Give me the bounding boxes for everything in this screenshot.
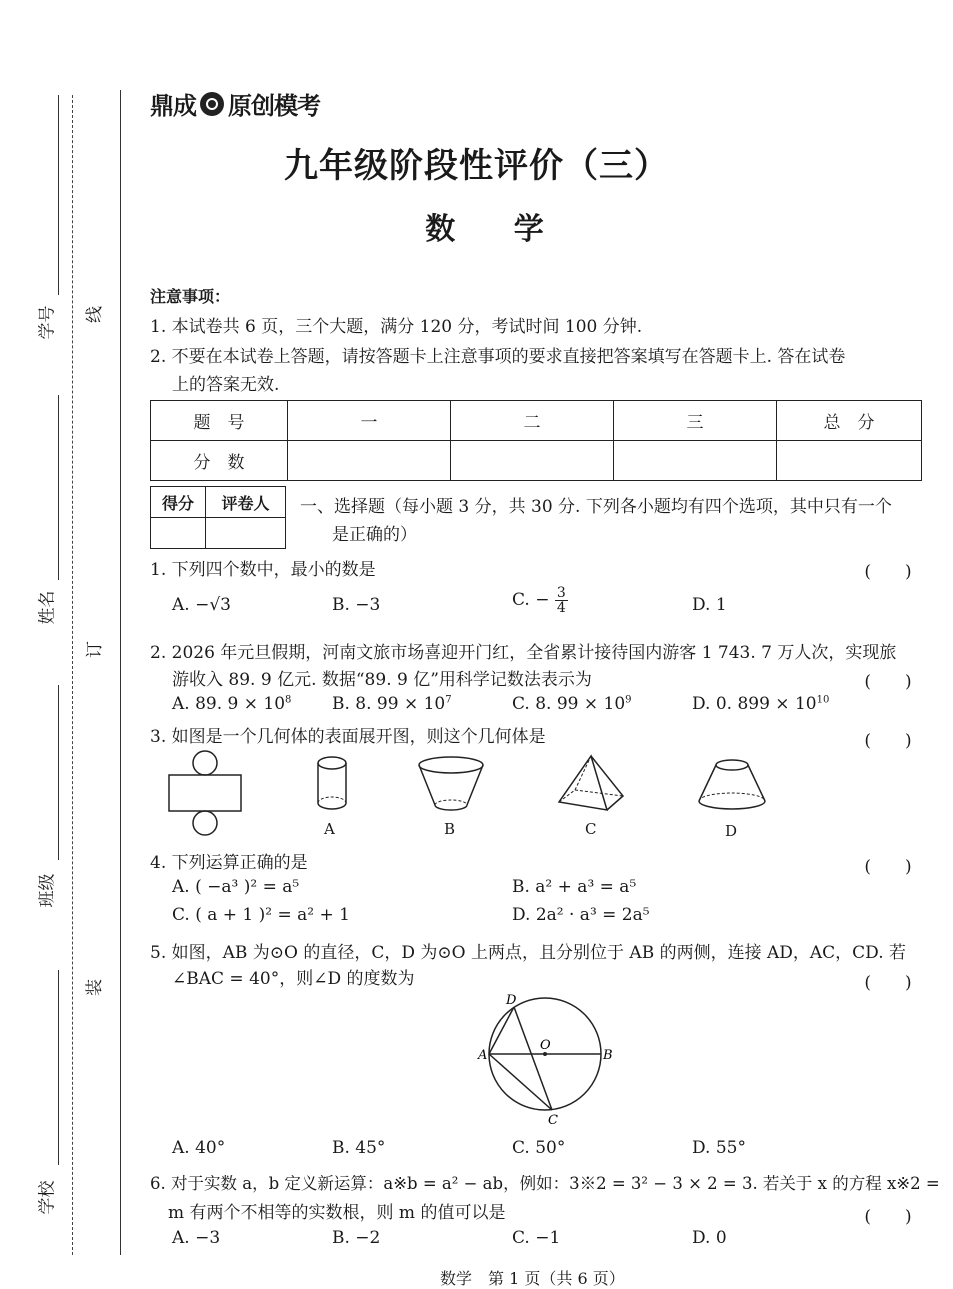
q2-option-c	[512, 694, 632, 714]
section1-heading	[300, 492, 892, 517]
score-table-header-cell: 三	[614, 401, 777, 441]
q2-option-c-base: C. 8. 99 × 10	[512, 694, 626, 714]
score-table-header-cell: 一	[288, 401, 451, 441]
net-bottom-circle	[193, 811, 217, 835]
q1-option-c-prefix: C. −	[512, 590, 550, 610]
school-label: 学校	[37, 1180, 58, 1215]
q1-option-a: A. −√3	[172, 595, 231, 615]
q5-answer-paren: ( )	[864, 973, 912, 993]
section1-line1: 一、选择题（每小题 3 分，共 30 分. 下列各小题均有四个选项，其中只有一个	[300, 497, 892, 517]
notice-item-2b: 上的答案无效.	[172, 375, 280, 395]
score-table-header-cell: 二	[451, 401, 614, 441]
q2-option-b-exp: 7	[445, 694, 452, 706]
grader-name-cell	[205, 518, 285, 549]
q6-option-b: B. −2	[332, 1228, 381, 1248]
class-blank	[58, 685, 59, 860]
q2-answer-paren: ( )	[864, 672, 912, 692]
score-cell	[614, 441, 777, 481]
q1-option-c-fraction	[555, 586, 568, 615]
q3-answer-paren: ( )	[864, 731, 912, 751]
q3-cylinder-figure	[312, 755, 352, 815]
point-label-c: C	[548, 1113, 558, 1128]
q1-option-c	[512, 586, 568, 615]
grader-score-cell	[151, 518, 206, 549]
notice-heading: 注意事项：	[150, 287, 231, 306]
name-label: 姓名	[37, 590, 58, 625]
exam-title: 九年级阶段性评价（三）	[284, 146, 669, 186]
q6-option-c: C. −1	[512, 1228, 561, 1248]
q5-option-d: D. 55°	[692, 1138, 746, 1158]
exam-subject: 数 学	[425, 212, 568, 247]
q5-circle-figure	[470, 990, 620, 1130]
q2-option-a	[172, 694, 291, 714]
score-table-row-label: 分 数	[151, 441, 288, 481]
binding-line-mark: 线	[85, 306, 105, 323]
chord-cd	[514, 1007, 552, 1110]
point-label-b: B	[603, 1048, 613, 1063]
binding-zhuang-mark: 装	[85, 979, 105, 996]
point-label-o: O	[540, 1038, 551, 1053]
q3-net-figure	[160, 748, 250, 840]
q5-line1: 5. 如图，AB 为⊙O 的直径，C，D 为⊙O 上两点，且分别位于 AB 的两侧，连接 AD，AC，CD. 若	[150, 943, 907, 963]
q4-stem: 4. 下列运算正确的是	[150, 853, 308, 873]
q1-option-c-numerator: 3	[556, 585, 566, 601]
q3-frustum-inverted-figure	[415, 755, 487, 815]
q4-option-c: C. ( a + 1 )² = a² + 1	[172, 905, 350, 925]
q2-line2: 游收入 89. 9 亿元. 数据“89. 9 亿”用科学记数法表示为	[172, 670, 592, 690]
q4-option-a: A. ( −a³ )² = a⁵	[172, 877, 300, 897]
score-cell	[451, 441, 614, 481]
brand-logo	[150, 86, 320, 121]
grader-name-label: 评卷人	[205, 487, 285, 518]
q1-option-b: B. −3	[332, 595, 381, 615]
q2-option-c-exp: 9	[625, 694, 632, 706]
page-footer: 数学 第 1 页（共 6 页）	[440, 1269, 625, 1288]
score-table-header-cell: 总 分	[777, 401, 922, 441]
q3-frustum-figure	[695, 755, 769, 815]
score-cell	[288, 441, 451, 481]
chord-ad	[489, 1007, 514, 1054]
q3-label-a: A	[324, 820, 335, 838]
score-table-header-cell: 题 号	[151, 401, 288, 441]
grader-score-label: 得分	[151, 487, 206, 518]
q2-option-d	[692, 694, 829, 714]
q6-answer-paren: ( )	[864, 1207, 912, 1227]
q6-option-a: A. −3	[172, 1228, 221, 1248]
score-table-score-row	[151, 441, 922, 481]
section1-line2: 是正确的）	[332, 525, 417, 545]
q4-option-b: B. a² + a³ = a⁵	[512, 877, 637, 897]
q6-line1: 6. 对于实数 a，b 定义新运算：a※b = a² − ab，例如：3※2 = 3² − 3 × 2 = 3. 若关于 x 的方程 x※2 =	[150, 1174, 940, 1193]
school-blank	[58, 970, 59, 1165]
class-label: 班级	[37, 873, 58, 908]
score-cell	[777, 441, 922, 481]
point-label-d: D	[506, 993, 517, 1008]
q5-option-c: C. 50°	[512, 1138, 566, 1158]
brand-circle-icon	[200, 92, 224, 116]
notice-item-1: 1. 本试卷共 6 页，三个大题，满分 120 分，考试时间 100 分钟.	[150, 317, 643, 337]
net-top-circle	[193, 751, 217, 775]
q2-option-a-base: A. 89. 9 × 10	[172, 694, 286, 714]
notice-item-2a: 2. 不要在本试卷上答题，请按答题卡上注意事项的要求直接把答案填写在答题卡上. 答在试卷	[150, 347, 846, 367]
brand-right: 原创模考	[228, 92, 320, 120]
score-table-header-row	[151, 401, 922, 441]
q3-label-b: B	[444, 820, 456, 838]
chord-ac	[489, 1054, 552, 1110]
binding-dashed-line	[72, 95, 73, 1255]
q6-option-d: D. 0	[692, 1228, 727, 1248]
student-id-label: 学号	[37, 305, 58, 340]
net-rectangle	[169, 775, 241, 811]
q1-stem: 1. 下列四个数中，最小的数是	[150, 560, 376, 580]
point-label-a: A	[478, 1048, 488, 1063]
q2-line1: 2. 2026 年元旦假期，河南文旅市场喜迎开门红，全省累计接待国内游客 1 743. 7 万人次，实现旅	[150, 643, 897, 663]
q2-option-d-base: D. 0. 899 × 10	[692, 694, 817, 714]
q3-pyramid-figure	[555, 752, 627, 816]
q5-option-b: B. 45°	[332, 1138, 386, 1158]
score-table	[150, 400, 922, 481]
q4-answer-paren: ( )	[864, 857, 912, 877]
q3-label-d: D	[725, 822, 738, 840]
q1-option-c-denominator: 4	[556, 600, 566, 616]
q2-option-b	[332, 694, 452, 714]
q5-option-a: A. 40°	[172, 1138, 226, 1158]
q4-option-d: D. 2a² · a³ = 2a⁵	[512, 905, 650, 925]
q1-option-d: D. 1	[692, 595, 727, 615]
name-blank	[58, 395, 59, 580]
q2-option-b-base: B. 8. 99 × 10	[332, 694, 446, 714]
student-id-blank	[58, 95, 59, 295]
q5-line2: ∠BAC = 40°，则∠D 的度数为	[172, 969, 415, 989]
q2-option-d-exp: 10	[816, 694, 830, 706]
q2-option-a-exp: 8	[285, 694, 292, 706]
margin-rule	[120, 90, 121, 1255]
grader-table	[150, 486, 286, 549]
binding-ding-mark: 订	[85, 641, 105, 658]
q1-answer-paren: ( )	[864, 562, 912, 582]
q6-line2: m 有两个不相等的实数根，则 m 的值可以是	[168, 1203, 506, 1223]
q3-label-c: C	[585, 820, 597, 838]
q3-stem: 3. 如图是一个几何体的表面展开图，则这个几何体是	[150, 727, 546, 747]
brand-left: 鼎成	[150, 92, 196, 120]
